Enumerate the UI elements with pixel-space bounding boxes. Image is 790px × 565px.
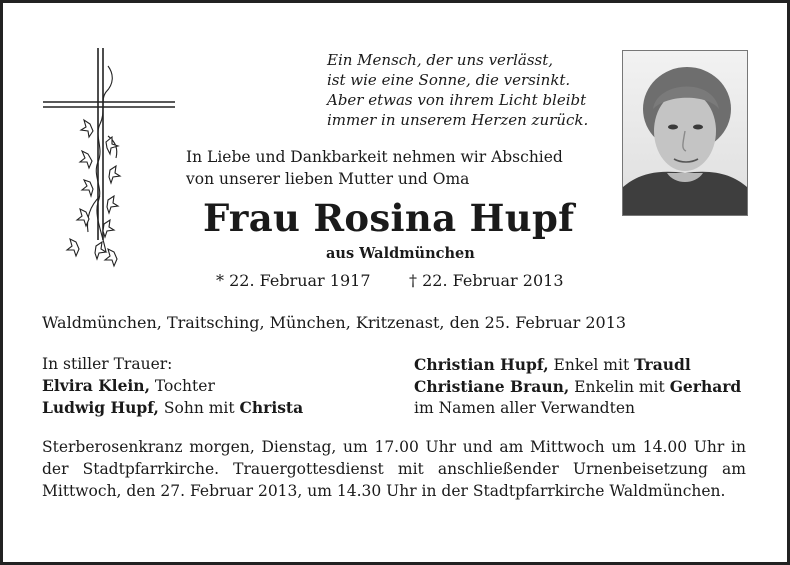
intro-line-1: In Liebe und Dankbarkeit nehmen wir Abschied <box>186 148 563 166</box>
mourners-heading: In stiller Trauer: <box>42 355 173 373</box>
mourner-name: Christiane Braun, <box>414 377 570 396</box>
mourner-name: Christian Hupf, <box>414 355 549 374</box>
mourner-name: Ludwig Hupf, <box>42 398 159 417</box>
mourner-entry <box>414 376 741 398</box>
place-and-date: Waldmünchen, Traitsching, München, Kritzenast, den 25. Februar 2013 <box>42 313 627 332</box>
memorial-verse <box>327 50 588 130</box>
mourner-entry <box>42 397 303 419</box>
deceased-origin: aus Waldmünchen <box>326 245 475 262</box>
death-date: † 22. Februar 2013 <box>409 271 564 290</box>
farewell-intro <box>186 146 563 190</box>
mourner-relation: Sohn mit <box>158 399 240 417</box>
mourner-relation: Enkelin mit <box>569 378 670 396</box>
service-notice: Sterberosenkranz morgen, Dienstag, um 17.00 Uhr und am Mittwoch um 14.00 Uhr in der Stadtpfarrkirche. Trauergottesdienst mit anschließender Urnenbeisetzung am Mittwoch, den 27. Februar 2013, um 14.30 Uhr in der Stadtpfarrkirche Waldmünchen. <box>42 438 746 500</box>
mourners-right-column <box>414 354 741 419</box>
mourners-left-column <box>42 354 303 419</box>
deceased-name: Frau Rosina Hupf <box>203 196 575 240</box>
verse-line-3: Aber etwas von ihrem Licht bleibt <box>327 91 587 109</box>
birth-date: * 22. Februar 1917 <box>216 271 371 290</box>
mourner-entry <box>414 354 741 376</box>
verse-line-4: immer in unserem Herzen zurück. <box>327 111 589 129</box>
mourner-partner: Traudl <box>634 355 691 374</box>
mourner-relation: Enkel mit <box>548 356 635 374</box>
mourner-name: Elvira Klein, <box>42 376 150 395</box>
verse-line-1: Ein Mensch, der uns verlässt, <box>327 51 554 69</box>
mourners-closing: im Namen aller Verwandten <box>414 399 635 417</box>
cross-with-ivy-icon <box>42 46 176 272</box>
mourner-partner: Gerhard <box>669 377 742 396</box>
mourner-partner: Christa <box>239 398 304 417</box>
mourner-relation: Tochter <box>149 377 215 395</box>
intro-line-2: von unserer lieben Mutter und Oma <box>186 170 470 188</box>
mourner-entry <box>42 375 303 397</box>
verse-line-2: ist wie eine Sonne, die versinkt. <box>327 71 571 89</box>
portrait-photo <box>622 50 748 216</box>
